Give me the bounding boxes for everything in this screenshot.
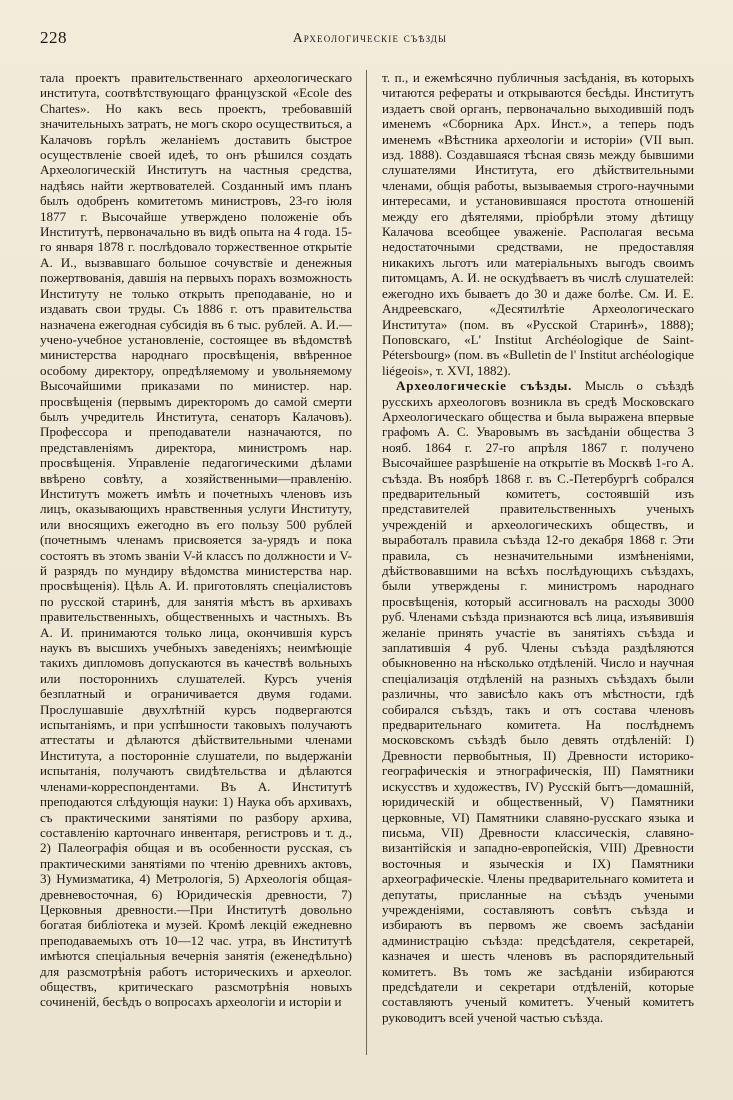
right-column [382,70,694,1080]
article-paragraph [382,378,694,1025]
page-number: 228 [40,28,67,47]
article-heading: Археологическіе съѣзды. [396,378,573,394]
article-text: Мысль о съѣздѣ русскихъ археологовъ возникла въ средѣ Московскаго Археологическаго общества и была выражена впервые графомъ А. С. Уваровымъ въ засѣданіи общества 3 нояб. 1864 г. 27-го апрѣля 1867 г. получено Высочайшее разрѣшеніе на открытіе въ Москвѣ 1-го А. съѣзда. Въ ноябрѣ 1868 г. въ С.-Петербургѣ собрался предварительный комитетъ, состоявшій изъ представителей правительственныхъ ученыхъ учрежденій и археологическихъ обществъ, и выработалъ правила съѣзда 12-го декабря 1868 г. Эти правила, съ незначительными измѣненіями, дѣйствовавшими на всѣхъ послѣдующихъ съѣздахъ, были утверждены г. министромъ народнаго просвѣщенія, который ассигновалъ на расходы 3000 руб. Членами съѣзда признаются всѣ лица, изъявившія желаніе принять участіе въ занятіяхъ съѣзда и заплатившія 4 руб. Члены съѣзда раздѣляются обыкновенно на нѣсколько отдѣленій. Число и научная спеціализація отдѣленій на разныхъ съѣздахъ были различны, что зависѣло какъ отъ мѣстности, гдѣ собирался съѣздъ, такъ и отъ состава членовъ предварительнаго комитета. На послѣднемъ московскомъ съѣздѣ было девять отдѣленій: I) Древности первобытныя, II) Древности историко-географическія и этнографическія, III) Памятники искусствъ и художествъ, IV) Русскій бытъ—домашній, юридическій и общественный, V) Памятники церковные, VI) Памятники славяно-русскаго языка и письма, VII) Древности классическія, славяно-византійскія и западно-европейскія, VIII) Древности восточныя и языческія и IX) Памятники археографическіе. Члены предварительнаго комитета и депутаты, присланные на съѣздъ учеными учрежденіями, составляютъ совѣтъ съѣзда и избираютъ въ первомъ же своемъ засѣданіи администрацію съѣзда: предсѣдателя, секретарей, казначея и шесть членовъ въ распорядительный комитетъ. Въ томъ же засѣданіи избираются предсѣдатели и секретари отдѣленій, которые составляютъ ученый комитетъ. Ученый комитетъ руководитъ всей ученой частью съѣзда. [382,378,694,1025]
left-paragraph: тала проектъ правительственнаго археологическаго института, соотвѣтствующаго французской «Ecole des Chartes». Но какъ весь проектъ, требовавшій значительныхъ затратъ, не могъ скоро осуществиться, а Калачовъ горѣлъ желаніемъ доставить быстрое осуществленіе своей идеѣ, то онъ рѣшился создать Археологическій Институтъ на частныя средства, надѣясь найти жертвователей. Созданный имъ планъ былъ одобренъ комитетомъ министровъ, 23-го іюля 1877 г. Высочайше утверждено положеніе объ Институтѣ, первоначально въ видѣ опыта на 4 года. 15-го января 1878 г. послѣдовало торжественное открытіе А. И., вызвавшаго большое сочувствіе и денежныя пожертвованія, давшія на первыхъ порахъ возможность Институту не только открыть преподаваніе, но и издавать свои труды. Съ 1886 г. отъ правительства назначена ежегодная субсидія въ 6 тыс. рублей. А. И.—учено-учебное установленіе, состоящее въ вѣдомствѣ министерства народнаго просвѣщенія, ввѣренное особому директору, опредѣляемому и увольняемому Высочайшими приказами по министер. нар. просвѣщенія (первымъ директоромъ до самой смерти былъ учредитель Института, сенаторъ Калачовъ). Профессора и преподаватели назначаются, по представленіямъ директора, министромъ нар. просвѣщенія. Управленіе педагогическими дѣлами ввѣрено совѣту, а хозяйственными—правленію. Институтъ можетъ имѣть и почетныхъ членовъ изъ лицъ, оказывающихъ нравственныя услуги Институту, или вносящихъ ежегодно въ его пользу 500 рублей (почетнымъ членамъ присвояется за-урядъ и пока состоятъ въ этомъ званіи V-й классъ по должности и V-й разрядъ по мундиру вѣдомства министерства нар. просвѣщенія). Цѣль А. И. приготовлять спеціалистовъ по русской старинѣ, для занятія мѣстъ въ архивахъ правительственныхъ, общественныхъ и частныхъ. Въ А. И. принимаются только лица, окончившія курсъ наукъ въ высшихъ учебныхъ заведеніяхъ; неимѣющіе такихъ дипломовъ допускаются въ качествѣ вольныхъ или постороннихъ слушателей. Курсъ ученія безплатный и ограничивается двумя годами. Прослушавшіе двухлѣтній курсъ подвергаются испытаніямъ, и при успѣшности таковыхъ получаютъ аттестаты и дѣлаются дѣйствительными членами Института, а посторонніе слушатели, по выдержаніи испытанія, получаютъ свидѣтельства и дѣлаются членами-корреспондентами. Въ А. Институтѣ преподаются слѣдующія науки: 1) Наука объ архивахъ, съ практическими занятіями по разбору архива, составленію карточнаго инвентаря, регистровъ и т. д., 2) Палеографія общая и въ особенности русская, съ практическими занятіями по чтенію древнихъ актовъ, 3) Нумизматика, 4) Метрологія, 5) Археологія общая-древневосточная, 6) Юридическія древности, 7) Церковныя древности.—При Институтѣ довольно богатая библіотека и музей. Кромѣ лекцій ежедневно преподаваемыхъ отъ 10—12 час. утра, въ Институтѣ имѣются спеціальныя вечернія занятія (еженедѣльно) для разсмотрѣнія работъ историческихъ и археолог. обществъ, критическаго разсмотрѣнія новыхъ сочиненій, бесѣдъ о вопросахъ археологіи и исторіи и [40,70,352,1010]
left-column [40,70,352,1080]
running-title: Археологическіе съѣзды [292,30,448,45]
column-divider [366,70,367,1055]
page-header [40,28,700,52]
right-paragraph: т. п., и ежемѣсячно публичныя засѣданія, въ которыхъ читаются рефераты и открываются бесѣды. Институтъ издаетъ свой органъ, первоначально выходившій подъ именемъ «Сборника Арх. Инст.», а теперь подъ именемъ «Вѣстника археологіи и исторіи» (VII вып. изд. 1888). Создавшаяся тѣсная связь между бывшими слушателями Института, его дѣйствительными членами, общія работы, вызываемыя строго-научными интересами, и установившаяся простота отношеній между его дѣятелями, пріобрѣли этому дѣтищу Калачова всеобщее уваженіе. Располагая весьма недостаточными средствами, не предоставляя никакихъ льготъ или матеріальныхъ выгодъ своимъ питомцамъ, А. И. не оскудѣваетъ въ числѣ слушателей: ежегодно ихъ бываетъ до 30 и даже болѣе. См. И. Е. Андреевскаго, «Десятилѣтіе Археологическаго Института» (пом. въ «Русской Старинѣ», 1888); Поповскаго, «L' Institut Archéologique de Saint-Pétersbourg» (пом. въ «Bulletin de l' Institut archéologique liégeois», т. XVI, 1882). [382,70,694,378]
